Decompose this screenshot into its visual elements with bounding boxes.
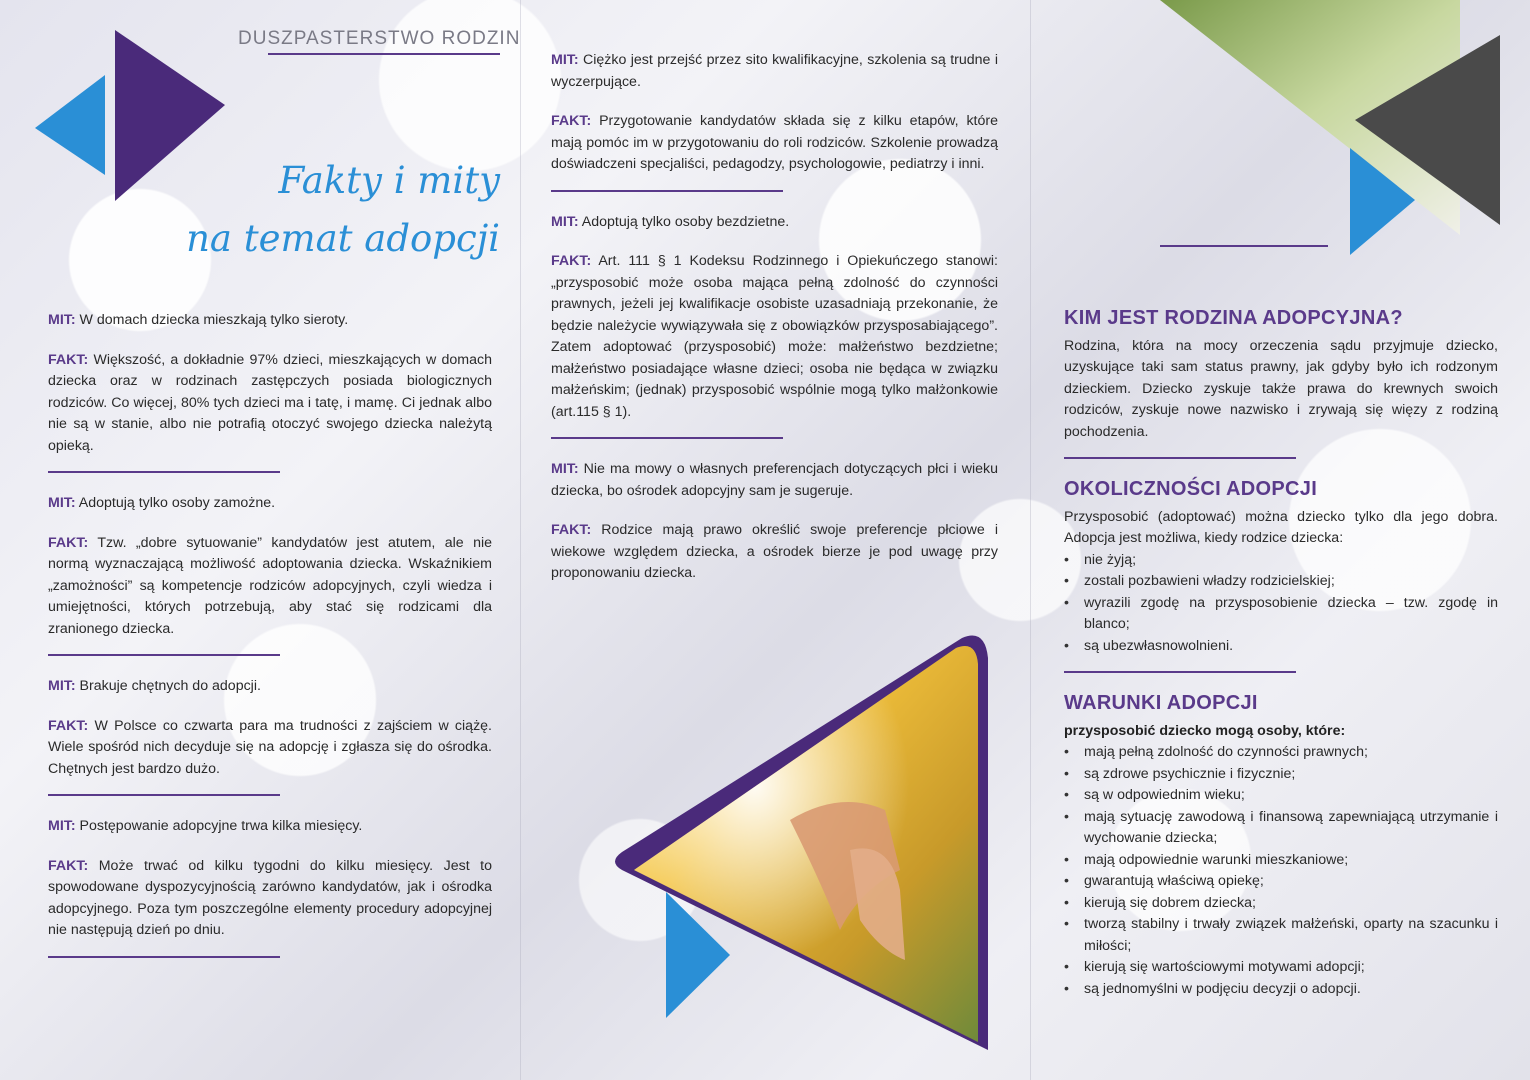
list-item: • są jednomyślni w podjęciu decyzji o adopcji. — [1084, 979, 1498, 1001]
myth-label: MIT: — [551, 461, 579, 477]
list-item: • kierują się dobrem dziecka; — [1084, 893, 1498, 915]
fact-label: FAKT: — [551, 113, 592, 129]
list-item: • nie żyją; — [1084, 550, 1498, 572]
list-item: • zostali pozbawieni władzy rodzicielskiej; — [1084, 571, 1498, 593]
fact-label: FAKT: — [551, 522, 592, 538]
myth-text: MIT: Brakuje chętnych do adopcji. — [48, 678, 261, 694]
myth-label: MIT: — [48, 818, 76, 834]
myth-text: MIT: W domach dziecka mieszkają tylko sieroty. — [48, 312, 349, 328]
hands-photo — [600, 630, 1000, 1080]
section-heading: WARUNKI ADOPCJI — [1064, 692, 1258, 714]
fact-text: FAKT: Większość, a dokładnie 97% dzieci, mieszkających w domach dziecka oraz w rodzinach zastępczych posiada biologicznych rodziców. Co więcej, 80% tych dzieci ma i tatę, i mamę. Ci jednak albo nie są w stanie, albo nie potrafią otoczyć swojego dziecka należytą opieką. — [48, 351, 492, 454]
section-heading: KIM JEST RODZINA ADOPCYJNA? — [1064, 307, 1403, 329]
myth-text: MIT: Adoptują tylko osoby bezdzietne. — [551, 213, 790, 230]
right-column — [1064, 308, 1498, 1000]
myth-text: MIT: Nie ma mowy o własnych preferencjach dotyczących płci i wieku dziecka, bo ośrodek adopcyjny sam je sugeruje. — [551, 461, 998, 499]
bullet-list — [1064, 742, 1498, 1000]
myth-label: MIT: — [48, 312, 76, 328]
fact-label: FAKT: — [48, 857, 89, 874]
separator — [48, 471, 280, 473]
myth-text: MIT: Postępowanie adopcyjne trwa kilka miesięcy. — [48, 818, 363, 834]
list-item: • mają sytuację zawodową i finansową zapewniającą utrzymanie i wychowanie dziecka; — [1084, 807, 1498, 850]
fold-line — [520, 0, 521, 1080]
title-line-1: Fakty i mity — [278, 159, 500, 202]
myth-label: MIT: — [48, 495, 76, 511]
separator — [48, 794, 280, 796]
fact-label: FAKT: — [48, 534, 89, 551]
fold-line — [1030, 0, 1031, 1080]
list-item: • są ubezwłasnowolnieni. — [1084, 636, 1498, 658]
fact-text: FAKT: Może trwać od kilku tygodni do kilku miesięcy. Jest to spowodowane dyspozycyjnością zarówno kandydatów, jak i ośrodka adopcyjnego. Poza tym poszczególne elementy procedury adopcyjnej nie następują dzień po dniu. — [48, 857, 492, 938]
list-item: • są w odpowiednim wieku; — [1084, 785, 1498, 807]
list-item: • mają pełną zdolność do czynności prawnych; — [1084, 742, 1498, 764]
section-text: Przysposobić (adoptować) można dziecko tylko dla jego dobra. Adopcja jest możliwa, kiedy rodzice dziecka: — [1064, 508, 1498, 546]
fact-text: FAKT: Art. 111 § 1 Kodeksu Rodzinnego i Opiekuńczego stanowi: „przysposobić może osoba mająca pełną zdolność do czynności prawnych, jeżeli jej kwalifikacje osobiste uzasadniają przekonanie, że będzie należycie wywiązywała się z obowiązków przysposabiającego”. Zatem adoptować (przysposobić) może: małżeństwo bezdzietne; małżeństwo posiadające własne dzieci; osoba nie będąca w związku małżeńskim; (jednak) przysposobić wspólnie mogą tylko małżonkowie (art.115 § 1). — [551, 253, 998, 420]
separator — [1064, 457, 1296, 459]
separator — [48, 654, 280, 656]
section-heading: OKOLICZNOŚCI ADOPCJI — [1064, 478, 1318, 500]
brand-underline — [268, 53, 500, 55]
fact-label: FAKT: — [48, 717, 89, 734]
fact-text: FAKT: Rodzice mają prawo określić swoje preferencje płciowe i wiekowe względem dziecka, a ośrodek bierze je pod uwagę przy proponowaniu dziecka. — [551, 522, 998, 581]
myth-label: MIT: — [551, 52, 579, 68]
bullet-list — [1064, 550, 1498, 658]
leaf-photo — [1160, 0, 1530, 270]
fact-text: FAKT: Przygotowanie kandydatów składa się z kilku etapów, które mają pomóc im w przygotowaniu do roli rodziców. Szkolenie prowadzą doświadczeni specjaliści, pedagodzy, psychologowie, pediatrzy i inni. — [551, 113, 998, 172]
myth-text: MIT: Adoptują tylko osoby zamożne. — [48, 495, 276, 511]
list-item: • kierują się wartościowymi motywami adopcji; — [1084, 957, 1498, 979]
myth-label: MIT: — [551, 213, 579, 230]
separator — [551, 190, 783, 192]
middle-column — [551, 50, 998, 585]
separator — [48, 956, 280, 958]
fact-text: FAKT: W Polsce co czwarta para ma trudności z zajściem w ciążę. Wiele spośród nich decyduje się na adopcję i zgłasza się do ośrodka. Chętnych jest bardzo dużo. — [48, 717, 492, 777]
myth-label: MIT: — [48, 678, 76, 694]
list-item: • wyrazili zgodę na przysposobienie dziecka – tzw. zgodę in blanco; — [1084, 593, 1498, 636]
fact-label: FAKT: — [48, 351, 89, 368]
list-item: • mają odpowiednie warunki mieszkaniowe; — [1084, 850, 1498, 872]
fact-text: FAKT: Tzw. „dobre sytuowanie” kandydatów jest atutem, ale nie normą wyznaczającą możliwość adoptowania dziecka. Wskaźnikiem „zamożności” są kompetencje rodziców adopcyjnych, czyli wiedza i umiejętności, których potrzebują, aby stać się rodzicami dla zranionego dziecka. — [48, 534, 493, 637]
separator — [551, 437, 783, 439]
brand-name: DUSZPASTERSTWO RODZIN — [238, 28, 521, 49]
myth-text: MIT: Ciężko jest przejść przez sito kwalifikacyjne, szkolenia są trudne i wyczerpujące. — [551, 52, 998, 90]
list-item: • są zdrowe psychicznie i fizycznie; — [1084, 764, 1498, 786]
page-title — [150, 152, 500, 268]
section-text: Rodzina, która na mocy orzeczenia sądu przyjmuje dziecko, uzyskujące taki sam status prawny, jak gdyby było ich rodzonym dzieckiem. Dziecko zyskuje także prawa do krewnych swoich rodziców, zyskuje nowe nazwisko i zrywają się więzy z rodziną pochodzenia. — [1064, 337, 1498, 440]
list-item: • tworzą stabilny i trwały związek małżeński, oparty na szacunku i miłości; — [1084, 914, 1498, 957]
left-column — [48, 310, 492, 978]
title-line-2: na temat adopcji — [186, 217, 500, 260]
separator — [1064, 671, 1296, 673]
list-item: • gwarantują właściwą opiekę; — [1084, 871, 1498, 893]
section-subtitle: przysposobić dziecko mogą osoby, które: — [1064, 722, 1346, 739]
fact-label: FAKT: — [551, 253, 592, 269]
